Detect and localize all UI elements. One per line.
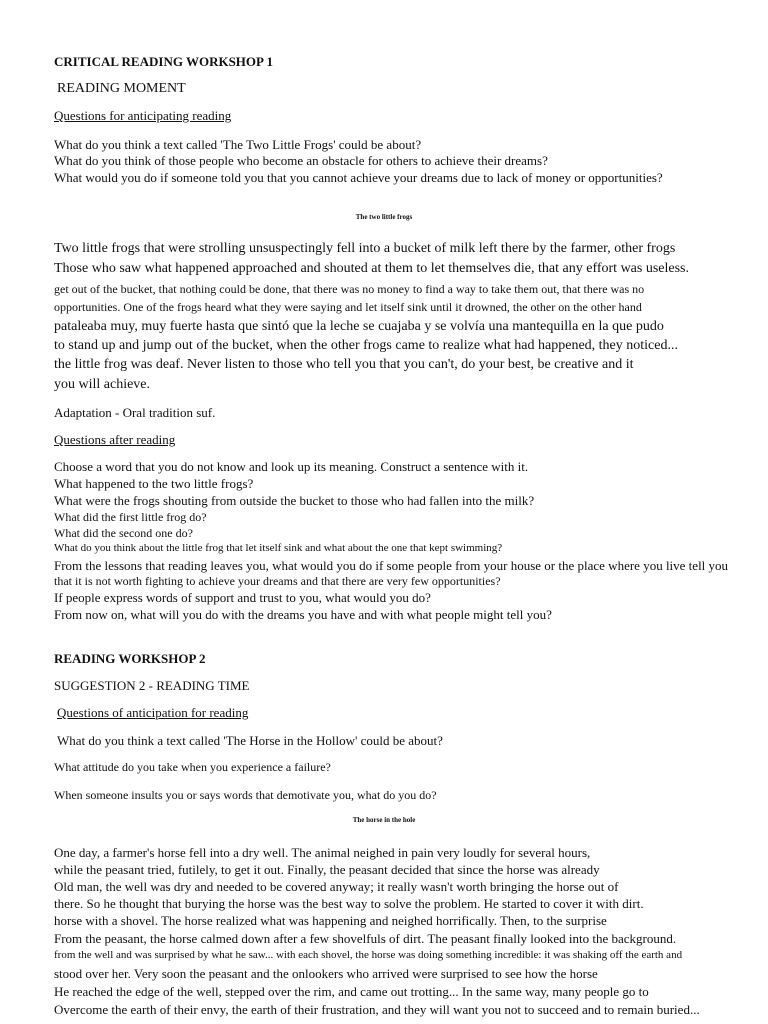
question-item: From now on, what will you do with the dreams you have and with what people might tell you?	[54, 607, 552, 622]
story1-line: you will achieve.	[54, 377, 151, 392]
question-item: If people express words of support and trust to you, what would you do?	[54, 590, 431, 605]
story2-line: From the peasant, the horse calmed down after a few shovelfuls of dirt. The peasant finally looked into the background.	[54, 931, 677, 946]
story2-title: The horse in the hole	[352, 816, 416, 824]
story2-line: Overcome the earth of their envy, the earth of their frustration, and they will want you not to succeed and to remain buried...	[54, 1002, 700, 1017]
story1-line: the little frog was deaf. Never listen to those who tell you that you can't, do your best, be creative and it	[54, 357, 634, 372]
story1-title: The two little frogs	[355, 213, 413, 221]
question-item: What happened to the two little frogs?	[54, 476, 254, 491]
story1-line: Two little frogs that were strolling unsuspectingly fell into a bucket of milk left there by the farmer, other frogs	[54, 241, 676, 256]
story2-line: He reached the edge of the well, stepped over the rim, and came out trotting... In the same way, many people go to	[54, 984, 649, 999]
question-item: When someone insults you or says words that demotivate you, what do you do?	[54, 788, 437, 802]
question-item: What attitude do you take when you experience a failure?	[54, 760, 331, 774]
story2-line: from the well and was surprised by what he saw... with each shovel, the horse was doing something incredible: it was shaking off the earth and	[54, 949, 683, 961]
anticipating-heading: Questions for anticipating reading	[54, 108, 232, 123]
question-item: that it is not worth fighting to achieve your dreams and that there are very few opportunities?	[54, 574, 501, 588]
story2-line: One day, a farmer's horse fell into a dry well. The animal neighed in pain very loudly for several hours,	[54, 845, 591, 860]
question-item: From the lessons that reading leaves you, what would you do if some people from your house or the place where you live tell you	[54, 558, 729, 573]
story1-line: pataleaba muy, muy fuerte hasta que sintó que la leche se cuajaba y se volvía una mantequilla en la que pudo	[54, 319, 664, 334]
question-item: What would you do if someone told you that you cannot achieve your dreams due to lack of money or opportunities?	[54, 170, 663, 185]
story2-line: horse with a shovel. The horse realized what was happening and neighed horrifically. Then, to the surprise	[54, 913, 607, 928]
question-item: What do you think about the little frog that let itself sink and what about the one that kept swimming?	[54, 542, 503, 554]
suggestion-label: SUGGESTION 2 - READING TIME	[54, 678, 250, 693]
question-item: What did the second one do?	[54, 526, 193, 540]
after-reading-heading: Questions after reading	[54, 432, 176, 447]
story1-line: to stand up and jump out of the bucket, when the other frogs came to realize what had happened, they noticed...	[54, 338, 678, 353]
story1-line: get out of the bucket, that nothing could be done, that there was no money to find a way to take them out, that there was no	[54, 282, 645, 296]
question-item: Choose a word that you do not know and look up its meaning. Construct a sentence with it.	[54, 459, 529, 474]
story2-line: there. So he thought that burying the horse was the best way to solve the problem. He started to cover it with dirt.	[54, 896, 644, 911]
story2-line: while the peasant tried, futilely, to get it out. Finally, the peasant decided that since the horse was already	[54, 862, 600, 877]
question-item: What do you think a text called 'The Two Little Frogs' could be about?	[54, 137, 422, 152]
question-item: What were the frogs shouting from outside the bucket to those who had fallen into the milk?	[54, 493, 535, 508]
question-item: What did the first little frog do?	[54, 510, 207, 524]
question-item: What do you think a text called 'The Horse in the Hollow' could be about?	[57, 733, 443, 748]
story1-line: Those who saw what happened approached and shouted at them to let themselves die, that any effort was useless.	[54, 261, 690, 276]
anticipation-heading: Questions of anticipation for reading	[57, 705, 249, 720]
story1-line: opportunities. One of the frogs heard what they were saying and let itself sink until it drowned, the other on the other hand	[54, 300, 642, 314]
story2-line: stood over her. Very soon the peasant and the onlookers who arrived were surprised to see how the horse	[54, 966, 598, 981]
reading-moment-label: READING MOMENT	[57, 81, 186, 96]
story2-line: Old man, the well was dry and needed to be covered anyway; it really wasn't worth bringing the horse out of	[54, 879, 619, 894]
workshop1-title: CRITICAL READING WORKSHOP 1	[54, 54, 273, 69]
question-item: What do you think of those people who become an obstacle for others to achieve their dreams?	[54, 153, 548, 168]
adaptation-note: Adaptation - Oral tradition suf.	[54, 405, 216, 420]
workshop2-title: READING WORKSHOP 2	[54, 651, 206, 666]
